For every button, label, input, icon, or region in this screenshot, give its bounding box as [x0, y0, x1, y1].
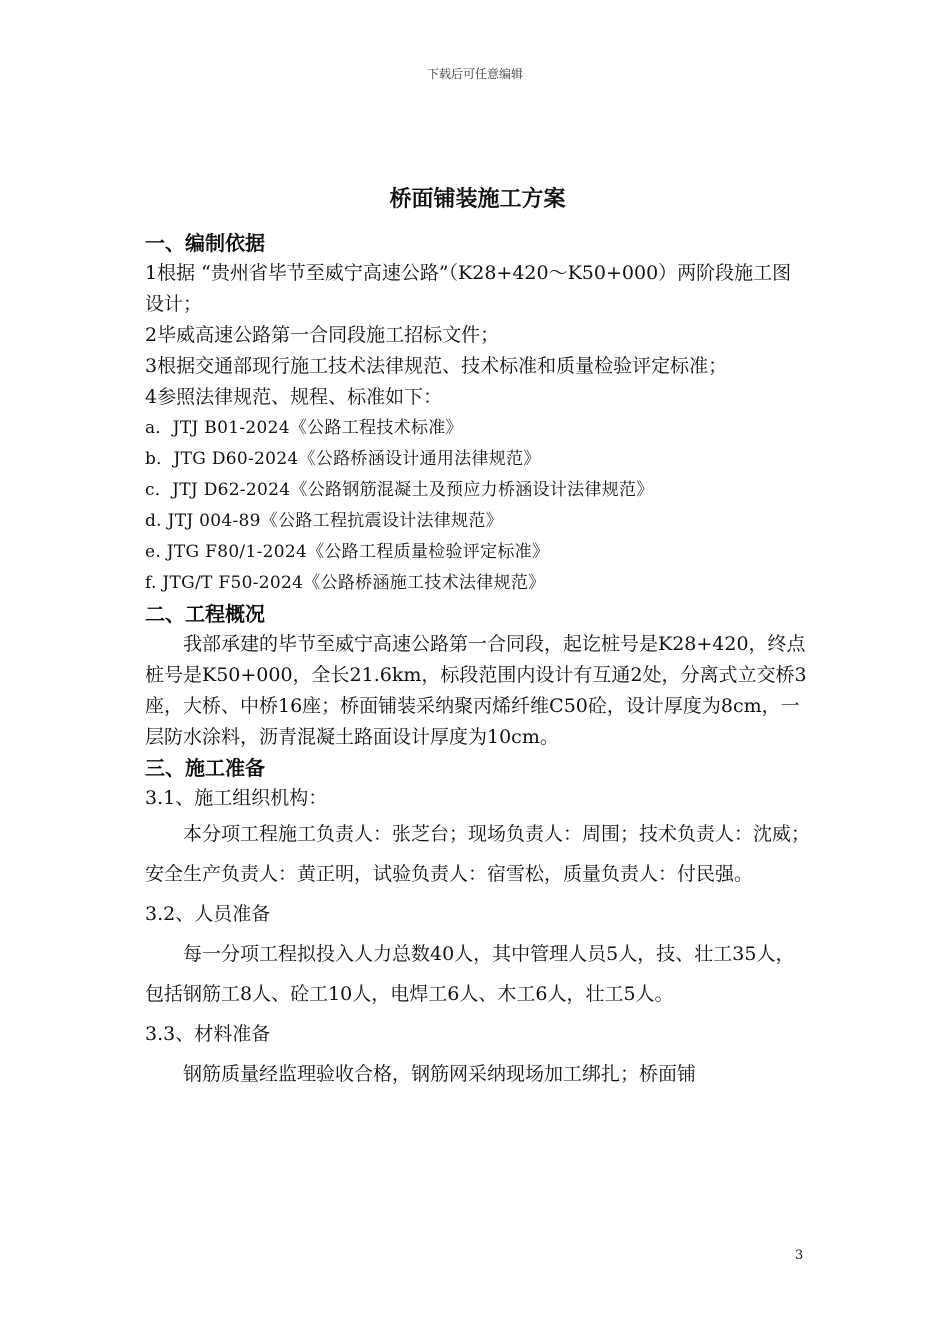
page-header: 下载后可任意编辑 [426, 67, 523, 81]
subsection-heading: 3.2、人员准备 [145, 903, 271, 925]
materials-paragraph: 钢筋质量经监理验收合格，钢筋网采纳现场加工绑扎；桥面铺 [183, 1063, 697, 1085]
standard-reference: e. JTG F80/1-2024《公路工程质量检验评定标准》 [145, 542, 550, 562]
document-body [145, 180, 810, 1094]
document-title: 桥面铺装施工方案 [389, 187, 566, 212]
overview-paragraph: 我部承建的毕节至威宁高速公路第一合同段，起讫桩号是K28+420，终点桩号是K50+000，全长21.6km，标段范围内设计有互通2处，分离式立交桥3座，大桥、中桥16座；桥面铺装采纳聚丙烯纤维C50砼，设计厚度为8cm，一层防水涂料，沥青混凝土路面设计厚度为10cm。 [145, 633, 807, 748]
subsection-heading: 3.3、材料准备 [145, 1023, 271, 1045]
section-heading-basis: 一、编制依据 [145, 231, 265, 255]
basis-item: 3根据交通部现行施工技术法律规范、技术标准和质量检验评定标准； [145, 355, 728, 377]
organization-paragraph: 本分项工程施工负责人：张芝台；现场负责人：周围；技术负责人：沈威；安全生产负责人：黄正明，试验负责人：宿雪松，质量负责人：付民强。 [145, 823, 811, 885]
standard-reference: d. JTJ 004-89《公路工程抗震设计法律规范》 [145, 511, 503, 531]
standard-reference: a．JTJ B01-2024《公路工程技术标准》 [145, 418, 463, 438]
standard-reference: c．JTJ D62-2024《公路钢筋混凝土及预应力桥涵设计法律规范》 [145, 480, 654, 500]
subsection-heading: 3.1、施工组织机构： [145, 787, 328, 809]
basis-item: 4参照法律规范、规程、标准如下： [145, 386, 443, 408]
basis-item: 2毕威高速公路第一合同段施工招标文件； [145, 324, 500, 346]
section-heading-preparation: 三、施工准备 [145, 756, 265, 780]
standard-reference: b．JTG D60-2024《公路桥涵设计通用法律规范》 [145, 449, 541, 469]
personnel-paragraph: 每一分项工程拟投入人力总数40人，其中管理人员5人，技、壮工35人，包括钢筋工8人、砼工10人，电焊工6人、木工6人，壮工5人。 [145, 943, 795, 1005]
basis-item: 1根据 “贵州省毕节至威宁高速公路”（K28+420～K50+000）两阶段施工图设计； [145, 262, 792, 315]
section-heading-overview: 二、工程概况 [145, 602, 265, 626]
page-number: 3 [795, 1248, 804, 1263]
standard-reference: f. JTG/T F50-2024《公路桥涵施工技术法律规范》 [145, 573, 546, 593]
